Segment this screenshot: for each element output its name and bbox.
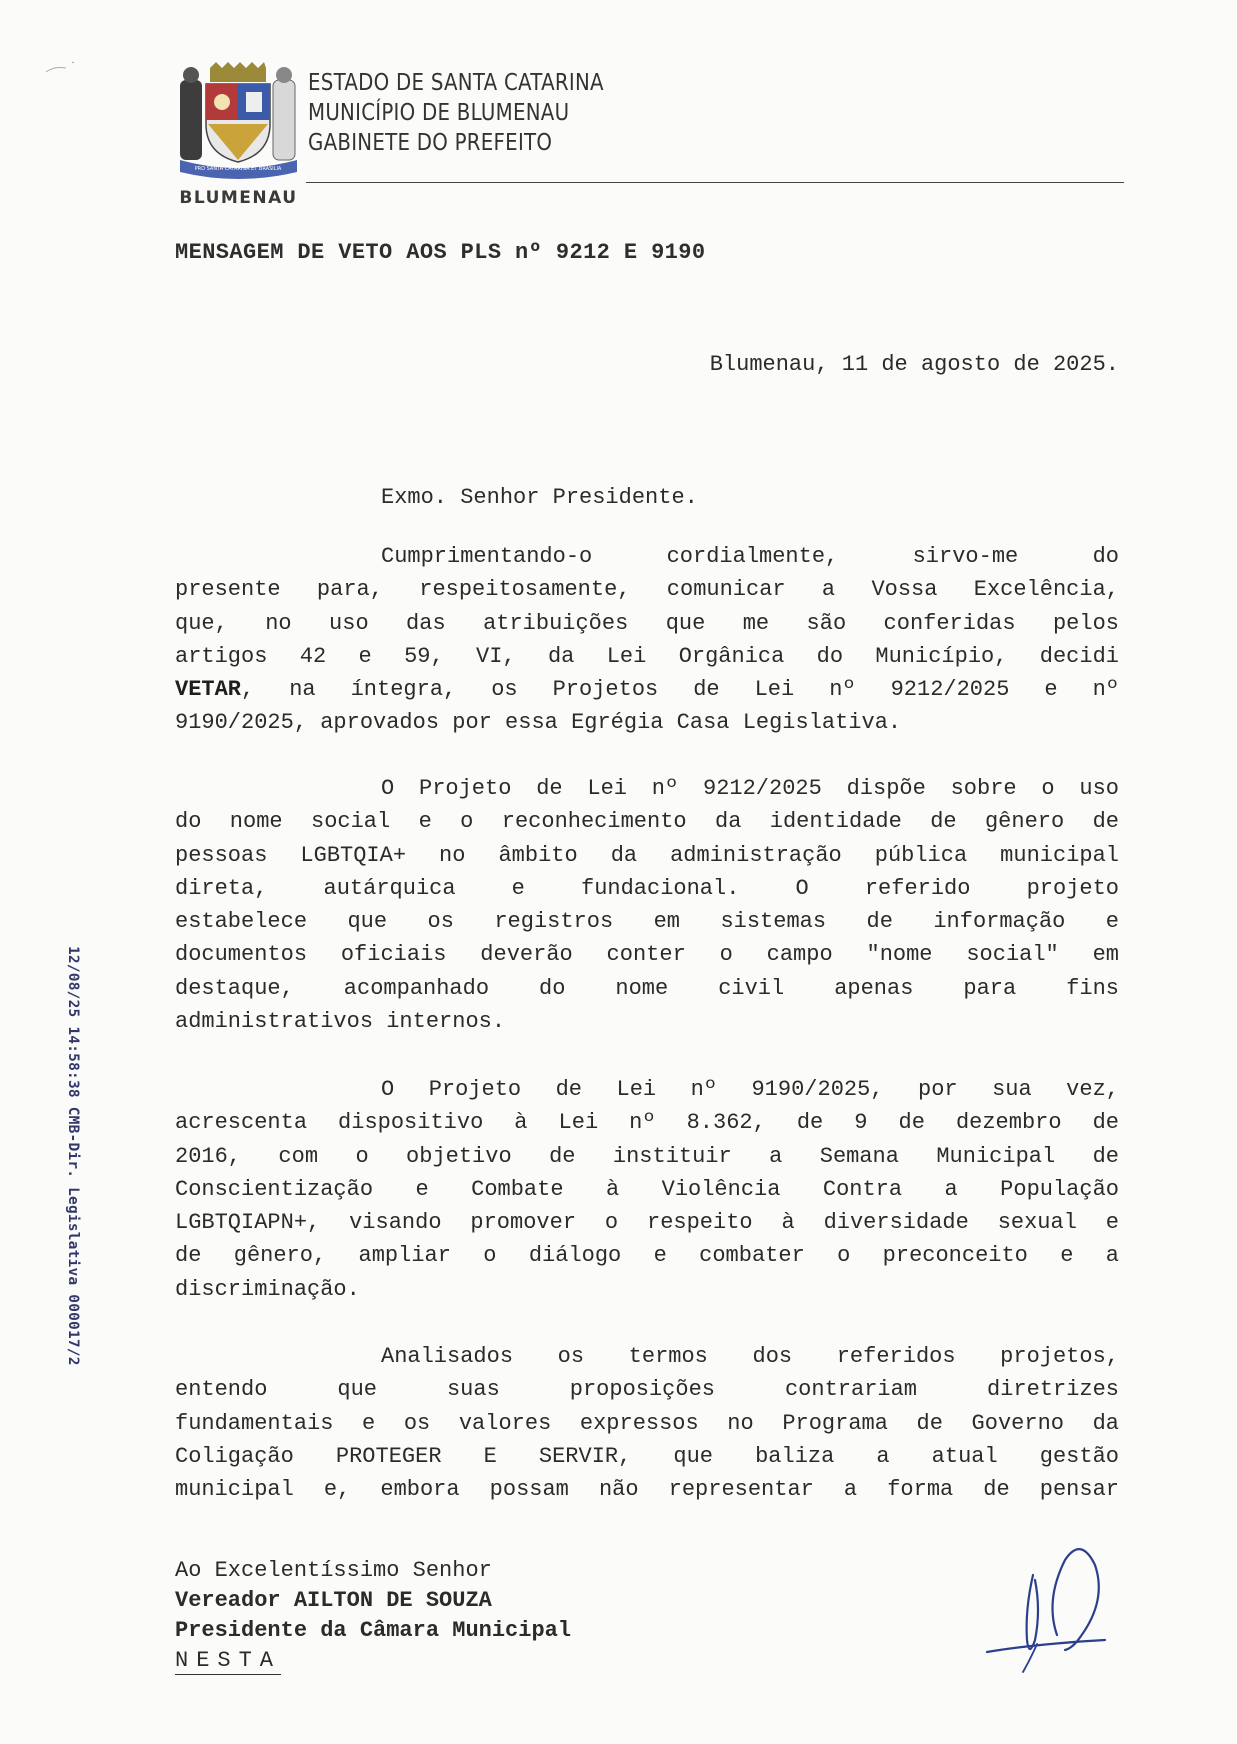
text-line: discriminação.	[175, 1276, 360, 1302]
text-line: O Projeto de Lei nº 9212/2025 dispõe sobre o uso	[381, 776, 1119, 801]
text-line: municipal e, embora possam não representar a forma de pensar	[175, 1477, 1119, 1503]
text-fragment: , na íntegra, os Projetos de Lei nº 9212/2025 e nº	[241, 677, 1119, 703]
crest-ribbon-text: PRO SANTA CATARINA ET BRASILIA	[194, 166, 282, 172]
text-line: Conscientização e Combate à Violência Contra a População	[175, 1176, 1119, 1202]
scan-speck	[44, 58, 84, 78]
text-line: LGBTQIAPN+, visando promover o respeito à diversidade sexual e	[175, 1210, 1119, 1236]
text-line: entendo que suas proposições contrariam diretrizes	[175, 1377, 1119, 1403]
addressee-name: Vereador AILTON DE SOUZA	[175, 1588, 492, 1613]
protocol-stamp-text: 12/08/25 14:58:38 CMB-Dir. Legislativa 000017/2	[65, 946, 81, 1366]
document-subject: MENSAGEM DE VETO AOS PLS nº 9212 E 9190	[175, 240, 706, 265]
text-line	[175, 673, 1119, 706]
text-line: direta, autárquica e fundacional. O referido projeto	[175, 875, 1119, 901]
text-line: de gênero, ampliar o diálogo e combater o preconceito e a	[175, 1243, 1119, 1269]
text-line: do nome social e o reconhecimento da identidade de gênero de	[175, 809, 1119, 835]
signature-icon	[985, 1540, 1125, 1675]
text-line: documentos oficiais deverão conter o campo "nome social" em	[175, 942, 1119, 968]
text-line: administrativos internos.	[175, 1009, 506, 1035]
addressee-block	[175, 1556, 571, 1676]
addressee-location: NESTA	[175, 1648, 282, 1673]
text-line: que, no uso das atribuições que me são conferidas pelos	[175, 610, 1119, 636]
text-line: acrescenta dispositivo à Lei nº 8.362, de 9 de dezembro de	[175, 1110, 1119, 1136]
text-line: Cumprimentando-o cordialmente, sirvo-me do	[381, 544, 1119, 569]
text-line: Coligação PROTEGER E SERVIR, que baliza a atual gestão	[175, 1443, 1119, 1469]
paragraph-greeting	[175, 540, 1119, 740]
text-line: fundamentais e os valores expressos no Programa de Governo da	[175, 1410, 1119, 1436]
salutation: Exmo. Senhor Presidente.	[381, 485, 698, 510]
header-office: GABINETE DO PREFEITO	[308, 130, 553, 156]
paragraph-pl-9212	[175, 772, 1119, 1038]
addressee-line: Ao Excelentíssimo Senhor	[175, 1558, 492, 1583]
document-date: Blumenau, 11 de agosto de 2025.	[709, 352, 1119, 377]
addressee-title: Presidente da Câmara Municipal	[175, 1618, 572, 1643]
text-line: 9190/2025, aprovados por essa Egrégia Casa Legislativa.	[175, 710, 902, 736]
header-divider	[306, 182, 1124, 183]
header-state: ESTADO DE SANTA CATARINA	[308, 70, 604, 96]
text-line: 2016, com o objetivo de instituir a Semana Municipal de	[175, 1143, 1119, 1169]
text-line: presente para, respeitosamente, comunicar a Vossa Excelência,	[175, 577, 1119, 603]
text-line: O Projeto de Lei nº 9190/2025, por sua vez,	[381, 1077, 1119, 1102]
blumenau-coat-of-arms-icon	[176, 62, 301, 180]
text-line: estabelece que os registros em sistemas de informação e	[175, 909, 1119, 935]
paragraph-pl-9190	[175, 1073, 1119, 1306]
text-line: destaque, acompanhado do nome civil apenas para fins	[175, 975, 1119, 1001]
header-municipality: MUNICÍPIO DE BLUMENAU	[308, 100, 570, 126]
crest-caption: BLUMENAU	[179, 188, 298, 208]
text-line: artigos 42 e 59, VI, da Lei Orgânica do Município, decidi	[175, 643, 1119, 669]
paragraph-analysis	[175, 1340, 1119, 1506]
text-line: pessoas LGBTQIA+ no âmbito da administração pública municipal	[175, 842, 1119, 868]
veto-emphasis: VETAR	[175, 677, 242, 703]
text-line: Analisados os termos dos referidos projetos,	[381, 1344, 1119, 1369]
